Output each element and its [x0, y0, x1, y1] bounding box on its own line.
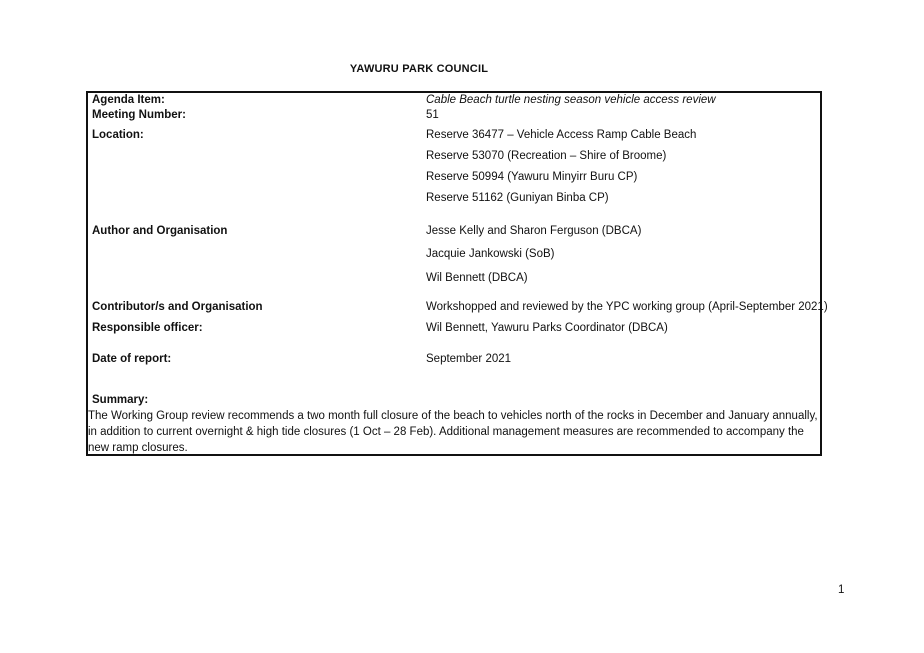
- contributors-label: Contributor/s and Organisation: [92, 301, 263, 313]
- location-value: Reserve 36477 – Vehicle Access Ramp Cable Beach: [426, 129, 697, 141]
- author-value: Jacquie Jankowski (SoB): [426, 248, 555, 260]
- page-number: 1: [838, 584, 845, 596]
- document-title: YAWURU PARK COUNCIL: [349, 63, 489, 75]
- summary-label: Summary:: [92, 394, 149, 406]
- location-label: Location:: [92, 129, 144, 141]
- date-of-report-value: September 2021: [426, 353, 512, 365]
- summary-text: The Working Group review recommends a two month full closure of the beach to vehicles north of the rocks in December and January annually, in addition to current overnight & high tide closures (1 Oct – 28 Feb). Additional management measures are recommended to accompany the new ramp closures.: [88, 410, 818, 454]
- meeting-number-value: 51: [426, 109, 439, 121]
- meeting-number-label: Meeting Number:: [92, 109, 186, 121]
- author-value: Jesse Kelly and Sharon Ferguson (DBCA): [426, 225, 642, 237]
- agenda-item-value: Cable Beach turtle nesting season vehicle access review: [426, 94, 716, 106]
- author-value: Wil Bennett (DBCA): [426, 272, 528, 284]
- contributors-value: Workshopped and reviewed by the YPC working group (April-September 2021): [426, 301, 828, 313]
- agenda-item-label: Agenda Item:: [92, 94, 165, 106]
- location-value: Reserve 51162 (Guniyan Binba CP): [426, 192, 609, 204]
- author-label: Author and Organisation: [92, 225, 228, 237]
- responsible-officer-value: Wil Bennett, Yawuru Parks Coordinator (DBCA): [426, 322, 668, 334]
- date-of-report-label: Date of report:: [92, 353, 172, 365]
- location-value: Reserve 50994 (Yawuru Minyirr Buru CP): [426, 171, 638, 183]
- responsible-officer-label: Responsible officer:: [92, 322, 203, 334]
- location-value: Reserve 53070 (Recreation – Shire of Broome): [426, 150, 667, 162]
